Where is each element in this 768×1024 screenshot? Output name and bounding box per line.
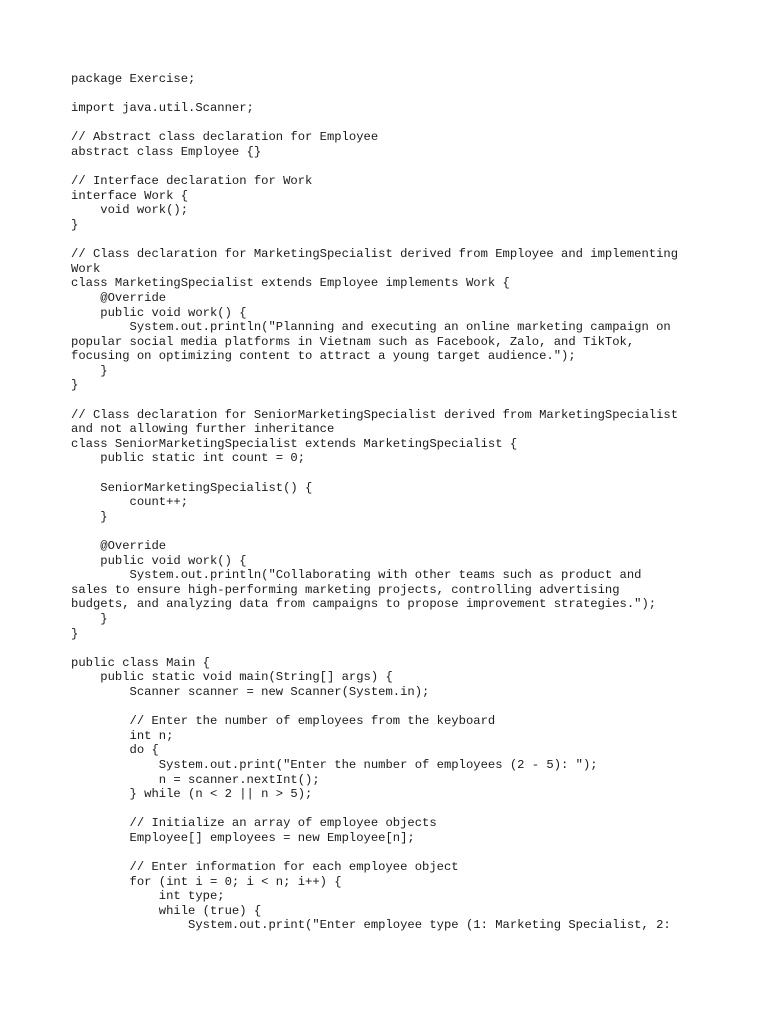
code-line: class MarketingSpecialist extends Employee implements Work {	[71, 276, 510, 291]
code-line: for (int i = 0; i < n; i++) {	[71, 874, 342, 889]
code-line: int n;	[71, 728, 174, 743]
code-line	[71, 802, 731, 817]
code-line: @Override	[71, 290, 167, 305]
code-line	[71, 641, 731, 656]
code-line: while (true) {	[71, 903, 262, 918]
code-line: }	[71, 363, 108, 378]
code-line: import java.util.Scanner;	[71, 101, 254, 116]
code-line: interface Work {	[71, 188, 189, 203]
code-line: popular social media platforms in Vietnam such as Facebook, Zalo, and TikTok,	[71, 334, 635, 349]
code-line: System.out.print("Enter the number of employees (2 - 5): ");	[71, 757, 598, 772]
code-line	[71, 700, 731, 715]
code-line: // Class declaration for MarketingSpecialist derived from Employee and implementing	[71, 247, 679, 262]
code-line: System.out.println("Collaborating with other teams such as product and	[71, 568, 642, 583]
code-line: System.out.print("Enter employee type (1: Marketing Specialist, 2:	[71, 918, 671, 933]
code-line: } while (n < 2 || n > 5);	[71, 787, 313, 802]
code-listing	[71, 72, 731, 933]
code-line	[71, 466, 731, 481]
code-line	[71, 160, 731, 175]
code-line: Scanner scanner = new Scanner(System.in);	[71, 684, 430, 699]
code-line	[71, 393, 731, 408]
code-line: sales to ensure high-performing marketing projects, controlling advertising	[71, 582, 620, 597]
code-line	[71, 116, 731, 131]
code-line: }	[71, 217, 79, 232]
code-line: }	[71, 626, 79, 641]
code-line: void work();	[71, 203, 189, 218]
code-line	[71, 233, 731, 248]
code-line: Employee[] employees = new Employee[n];	[71, 830, 415, 845]
code-line: System.out.println("Planning and executing an online marketing campaign on	[71, 320, 671, 335]
code-line: count++;	[71, 495, 189, 510]
code-line: package Exercise;	[71, 72, 196, 86]
code-line: public void work() {	[71, 305, 247, 320]
code-line: // Class declaration for SeniorMarketingSpecialist derived from MarketingSpecialist	[71, 407, 679, 422]
code-line: // Enter the number of employees from the keyboard	[71, 714, 496, 729]
code-line: abstract class Employee {}	[71, 144, 262, 159]
code-line: do {	[71, 743, 159, 758]
code-line: }	[71, 611, 108, 626]
code-line: @Override	[71, 539, 167, 553]
code-line: }	[71, 378, 79, 393]
code-line: public void work() {	[71, 553, 247, 568]
code-line: class SeniorMarketingSpecialist extends MarketingSpecialist {	[71, 436, 518, 451]
code-line: budgets, and analyzing data from campaigns to propose improvement strategies.");	[71, 597, 657, 612]
code-line: public class Main {	[71, 655, 210, 670]
code-line: and not allowing further inheritance	[71, 422, 335, 437]
code-line: int type;	[71, 889, 225, 904]
code-line: Work	[71, 261, 101, 276]
code-line: // Interface declaration for Work	[71, 174, 313, 189]
code-line	[71, 87, 731, 102]
code-line: }	[71, 509, 108, 524]
code-line: // Abstract class declaration for Employee	[71, 130, 379, 145]
code-line: // Enter information for each employee object	[71, 860, 459, 875]
code-line	[71, 524, 731, 539]
code-line: public static int count = 0;	[71, 451, 306, 466]
code-line	[71, 845, 731, 860]
code-line: SeniorMarketingSpecialist() {	[71, 480, 313, 495]
code-line: focusing on optimizing content to attract a young target audience.");	[71, 349, 576, 364]
code-line: public static void main(String[] args) {	[71, 670, 393, 685]
code-line: n = scanner.nextInt();	[71, 772, 320, 787]
code-line: // Initialize an array of employee objects	[71, 816, 437, 831]
